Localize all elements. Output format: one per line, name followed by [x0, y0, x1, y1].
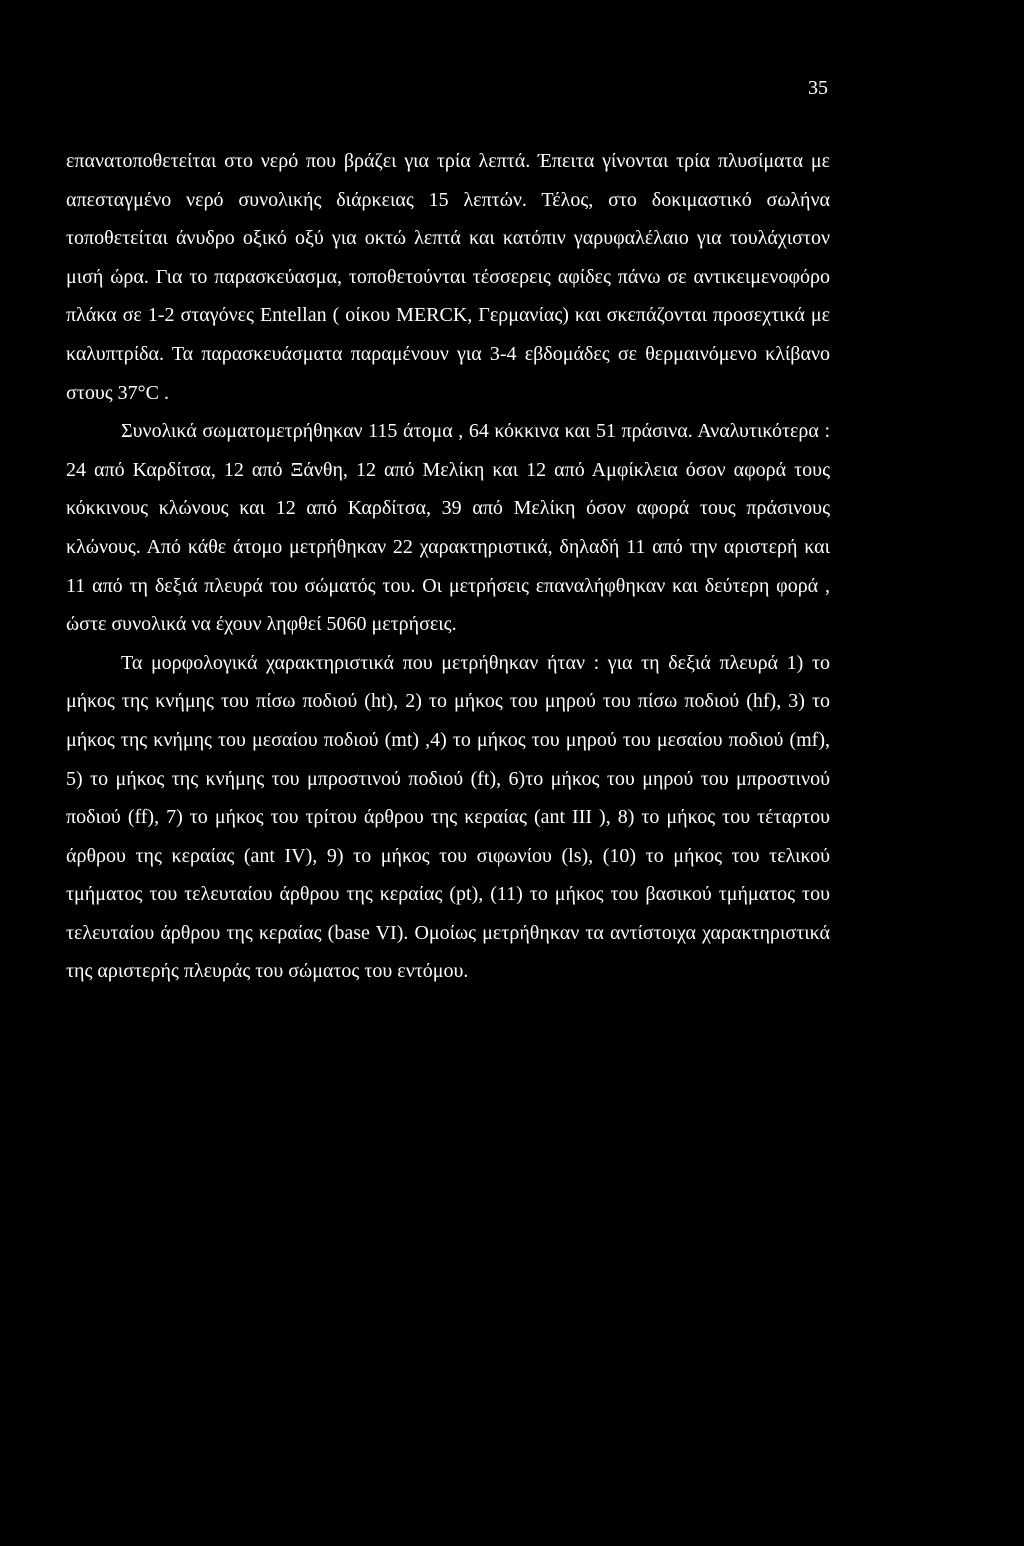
page-number: 35: [808, 77, 828, 99]
paragraph-sample-counts: Συνολικά σωματομετρήθηκαν 115 άτομα , 64 κόκκινα και 51 πράσινα. Αναλυτικότερα : 24 από Καρδίτσα, 12 από Ξάνθη, 12 από Μελίκη και 12 από Αμφίκλεια όσον αφορά τους κόκκινους κλώνους και 12 από Καρδίτσα, 39 από Μελίκη όσον αφορά τους πράσινους κλώνους. Από κάθε άτομο μετρήθηκαν 22 χαρακτηριστικά, δηλαδή 11 από την αριστερή και 11 από τη δεξιά πλευρά του σώματός του. Οι μετρήσεις επαναλήφθηκαν και δεύτερη φορά , ώστε συνολικά να έχουν ληφθεί 5060 μετρήσεις.: [66, 420, 830, 636]
paragraph-specimen-preparation: επανατοποθετείται στο νερό που βράζει για τρία λεπτά. Έπειτα γίνονται τρία πλυσίματα με απεσταγμένο νερό συνολικής διάρκειας 15 λεπτών. Τέλος, στο δοκιμαστικό σωλήνα τοποθετείται άνυδρο οξικό οξύ για οκτώ λεπτά και κατόπιν γαρυφαλέλαιο για τουλάχιστον μισή ώρα. Για το παρασκεύασμα, τοποθετούνται τέσσερεις αφίδες πάνω σε αντικειμενοφόρο πλάκα σε 1-2 σταγόνες Entellan ( οίκου MERCK, Γερμανίας) και σκεπάζονται προσεχτικά με καλυπτρίδα. Τα παρασκευάσματα παραμένουν για 3-4 εβδομάδες σε θερμαινόμενο κλίβανο στους 37°C .: [66, 150, 830, 404]
document-body: [66, 142, 830, 991]
paragraph-morphological-traits: Τα μορφολογικά χαρακτηριστικά που μετρήθηκαν ήταν : για τη δεξιά πλευρά 1) το μήκος της κνήμης του πίσω ποδιού (ht), 2) το μήκος του μηρού του πίσω ποδιού (hf), 3) το μήκος της κνήμης του μεσαίου ποδιού (mt) ,4) το μήκος του μηρού του μεσαίου ποδιού (mf), 5) το μήκος της κνήμης του μπροστινού ποδιού (ft), 6)το μήκος του μηρού του μπροστινού ποδιού (ff), 7) το μήκος του τρίτου άρθρου της κεραίας (ant III ), 8) το μήκος του τέταρτου άρθρου της κεραίας (ant IV), 9) το μήκος του σιφωνίου (ls), (10) το μήκος του τελικού τμήματος του τελευταίου άρθρου της κεραίας (pt), (11) το μήκος του βασικού τμήματος του τελευταίου άρθρου της κεραίας (base VI). Ομοίως μετρήθηκαν τα αντίστοιχα χαρακτηριστικά της αριστερής πλευράς του σώματος του εντόμου.: [66, 651, 830, 983]
